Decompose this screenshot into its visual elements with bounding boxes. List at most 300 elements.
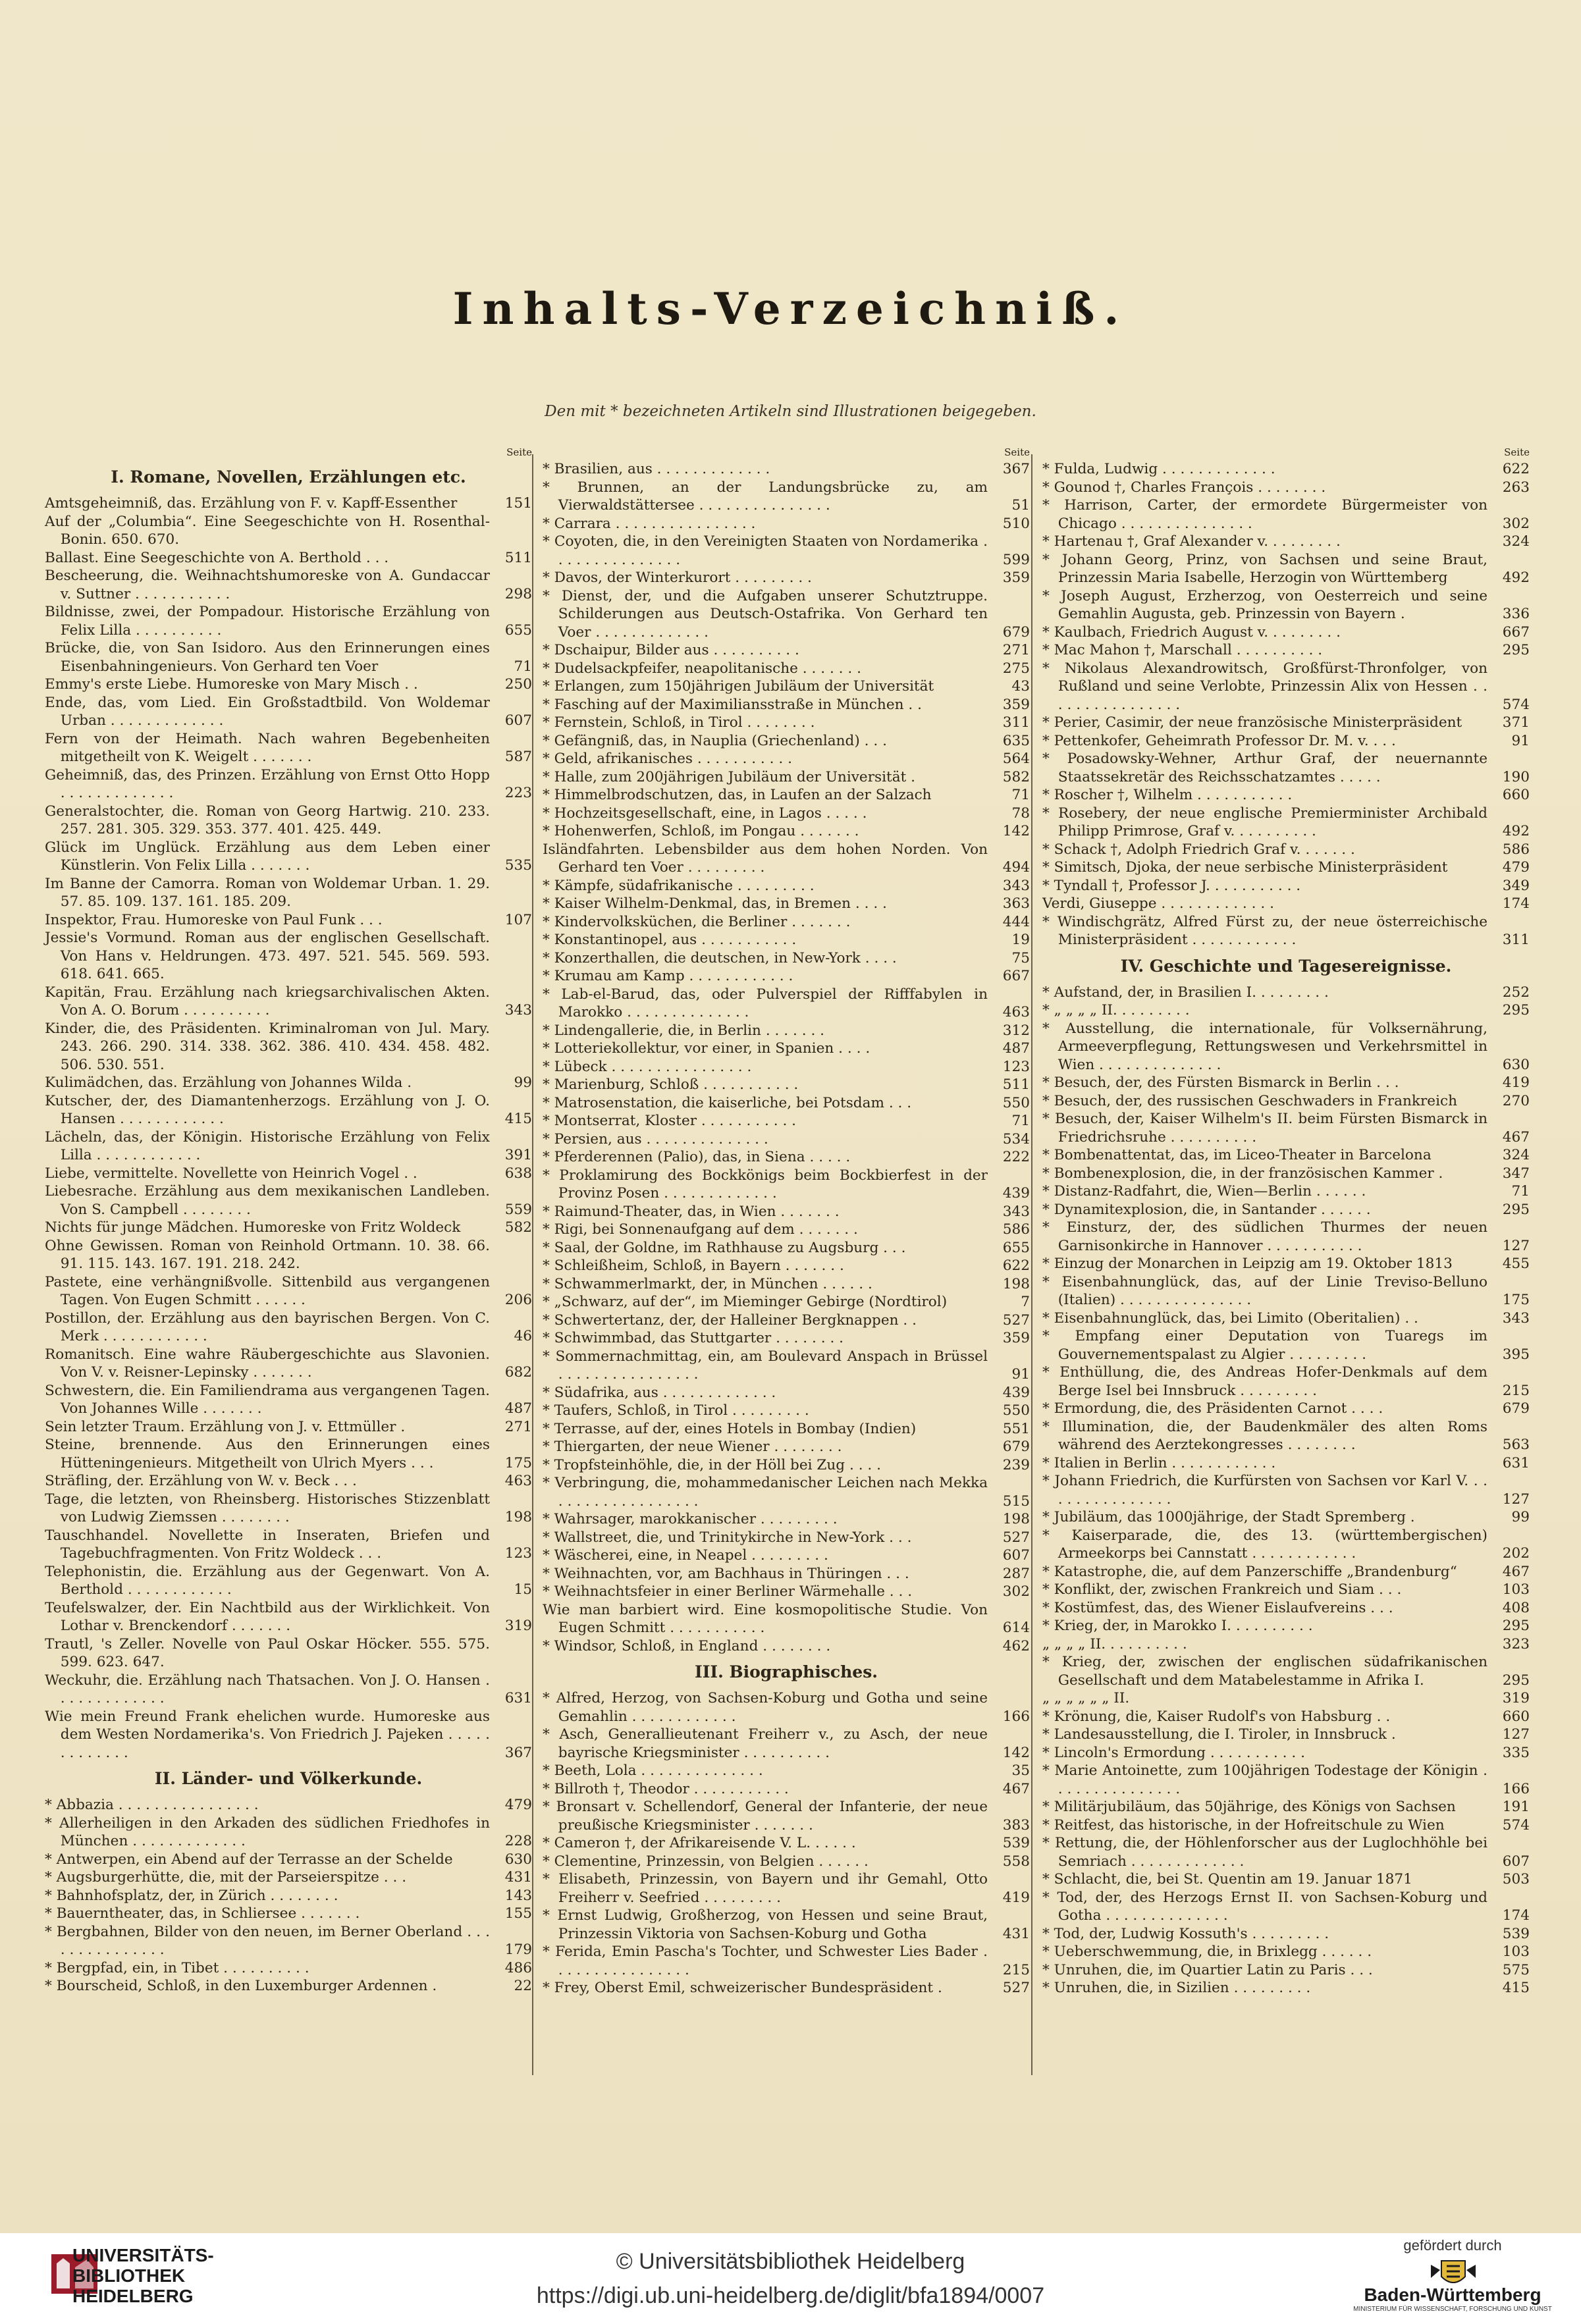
entry-page-number: 228 <box>504 1833 532 1849</box>
entry-title: * Fernstein, Schloß, in Tirol . . . . . . . . <box>543 714 815 731</box>
entry-page-number: 635 <box>1002 732 1030 749</box>
entry-title: * Empfang einer Deputation von Tuaregs im Gouvernementspalast zu Algier . . . . . . . . . <box>1042 1328 1487 1363</box>
entry-title: * Kostümfest, das, des Wiener Eislaufvereins . . . <box>1042 1599 1393 1616</box>
entry-title: * Eisenbahnunglück, das, bei Limito (Oberitalien) . . <box>1042 1309 1418 1327</box>
index-entry <box>543 460 1030 479</box>
entry-page-number: 455 <box>1502 1255 1530 1272</box>
index-entry <box>543 533 1030 569</box>
entry-page-number: 191 <box>1502 1799 1530 1815</box>
entry-title: * Billroth †, Theodor . . . . . . . . . . . <box>543 1780 789 1797</box>
entry-title: * Ernst Ludwig, Großherzog, von Hessen und seine Braut, Prinzessin Viktoria von Sachsen-Koburg und Gotha <box>543 1907 988 1942</box>
entry-page-number: 252 <box>1502 984 1530 1001</box>
index-entry <box>543 1510 1030 1529</box>
permalink[interactable]: https://digi.ub.uni-heidelberg.de/diglit/bfa1894/0007 <box>536 2283 1045 2308</box>
index-entry <box>543 1546 1030 1565</box>
entry-page-number: 467 <box>1502 1563 1530 1580</box>
entry-title: Auf der „Columbia“. Eine Seegeschichte von H. Rosenthal-Bonin. 650. 670. <box>45 513 490 548</box>
entry-page-number: 631 <box>1502 1454 1530 1471</box>
index-entry <box>45 1219 532 1237</box>
entry-title: Trautl, 's Zeller. Novelle von Paul Oskar Höcker. 555. 575. 599. 623. 647. <box>45 1635 490 1670</box>
entry-title: * Lotteriekollektur, vor einer, in Spanien . . . . <box>543 1040 871 1057</box>
index-entry <box>45 1672 532 1708</box>
index-entry <box>543 1637 1030 1656</box>
index-entry <box>543 515 1030 533</box>
entry-page-number: 349 <box>1502 877 1530 894</box>
index-entry <box>543 1257 1030 1275</box>
entry-title: * Einzug der Monarchen in Leipzig am 19. Oktober 1813 <box>1042 1255 1453 1272</box>
index-entry <box>543 677 1030 696</box>
entry-title: * Abbazia . . . . . . . . . . . . . . . . <box>45 1797 259 1813</box>
entry-page-number: 46 <box>514 1328 532 1344</box>
entry-page-number: 35 <box>1011 1762 1030 1779</box>
index-entry <box>543 1979 1030 1997</box>
entry-page-number: 107 <box>504 911 532 928</box>
index-entry <box>45 1851 532 1869</box>
index-entry <box>1042 1834 1530 1870</box>
entry-title: Isländfahrten. Lebensbilder aus dem hohen Norden. Von Gerhard ten Voer . . . . . . . . . <box>543 841 988 876</box>
entry-page-number: 511 <box>504 549 532 566</box>
entry-page-number: 550 <box>1002 1402 1030 1419</box>
entry-title: Kulimädchen, das. Erzählung von Johannes Wilda . <box>45 1074 412 1091</box>
entry-title: * Cameron †, der Afrikareisende V. L. . . . . . <box>543 1835 856 1851</box>
index-column-1 <box>45 444 532 1995</box>
entry-page-number: 51 <box>1011 497 1030 514</box>
entry-page-number: 43 <box>1011 678 1030 695</box>
entry-page-number: 467 <box>1002 1780 1030 1797</box>
entry-title: * Krieg, der, zwischen der englischen südafrikanischen Gesellschaft und dem Matabelestamme in Afrika I. <box>1042 1654 1487 1689</box>
index-entry <box>1042 1092 1530 1111</box>
entry-page-number: 78 <box>1011 805 1030 822</box>
state-crest-icon <box>1427 2258 1480 2290</box>
entry-title: * Gefängniß, das, in Nauplia (Griechenland) . . . <box>543 732 887 749</box>
index-entry <box>1042 858 1530 877</box>
index-entry <box>45 1814 532 1851</box>
entry-title: Kapitän, Frau. Erzählung nach kriegsarchivalischen Akten. Von A. O. Borum . . . . . . . . . . <box>45 984 490 1018</box>
entry-page-number: 660 <box>1502 787 1530 803</box>
entry-page-number: 630 <box>504 1851 532 1868</box>
entry-page-number: 343 <box>1002 1203 1030 1220</box>
index-entry <box>543 1438 1030 1456</box>
index-entry <box>1042 1744 1530 1762</box>
entry-page-number: 198 <box>1002 1275 1030 1292</box>
index-entry <box>45 1182 532 1219</box>
entry-page-number: 343 <box>1002 877 1030 894</box>
entry-title: * Taufers, Schloß, in Tirol . . . . . . . . . <box>543 1402 809 1419</box>
entry-title: * Militärjubiläum, das 50jährige, des Königs von Sachsen <box>1042 1799 1456 1815</box>
index-entry <box>1042 1472 1530 1508</box>
funder-subtitle: MINISTERIUM FÜR WISSENSCHAFT, FORSCHUNG UND KUNST <box>1353 2306 1552 2313</box>
entry-title: * Konflikt, der, zwischen Frankreich und Siam . . . <box>1042 1581 1402 1598</box>
entry-page-number: 607 <box>1502 1853 1530 1870</box>
entry-title: * Erlangen, zum 150jährigen Jubiläum der Universität <box>543 678 934 695</box>
entry-title: * Kämpfe, südafrikanische . . . . . . . . . <box>543 877 815 894</box>
entry-page-number: 174 <box>1502 895 1530 912</box>
entry-title: * Ferida, Emin Pascha's Tochter, und Schwester Lies Bader . . . . . . . . . . . . . . . . <box>543 1943 988 1978</box>
index-entry <box>543 1762 1030 1780</box>
index-entry <box>543 1058 1030 1076</box>
entry-page-number: 462 <box>1002 1637 1030 1654</box>
entry-title: * Schwammerlmarkt, der, in München . . . . . . <box>543 1275 872 1292</box>
entry-page-number: 467 <box>1502 1128 1530 1146</box>
index-entry <box>543 696 1030 714</box>
entry-page-number: 419 <box>1002 1889 1030 1906</box>
entry-page-number: 22 <box>514 1978 532 1994</box>
entry-title: Brücke, die, von San Isidoro. Aus den Erinnerungen eines Eisenbahningenieurs. Von Gerhard ten Voer <box>45 640 490 675</box>
entry-page-number: 7 <box>1021 1294 1030 1310</box>
index-entry <box>1042 984 1530 1002</box>
entry-title: * Dudelsackpfeifer, neapolitanische . . . . . . . <box>543 660 861 677</box>
entry-title: * Montserrat, Kloster . . . . . . . . . . . <box>543 1113 797 1129</box>
index-entry <box>45 1472 532 1491</box>
entry-title: * Krönung, die, Kaiser Rudolf's von Habsburg . . <box>1042 1708 1391 1725</box>
entry-title: Bescheerung, die. Weihnachtshumoreske von A. Gundaccar v. Suttner . . . . . . . . . . . <box>45 568 490 602</box>
index-entry <box>543 587 1030 642</box>
index-entry <box>1042 1363 1530 1400</box>
entry-page-number: 439 <box>1002 1384 1030 1401</box>
index-entry <box>45 984 532 1020</box>
index-entry <box>543 841 1030 877</box>
entry-page-number: 223 <box>504 785 532 801</box>
entry-title: * Rigi, bei Sonnenaufgang auf dem . . . . . . . <box>543 1221 858 1238</box>
index-entry <box>1042 714 1530 732</box>
index-entry <box>1042 1617 1530 1635</box>
entry-title: Nichts für junge Mädchen. Humoreske von Fritz Woldeck <box>45 1219 461 1236</box>
entry-page-number: 527 <box>1002 1311 1030 1329</box>
index-entry <box>543 1943 1030 1979</box>
index-entry <box>45 1905 532 1923</box>
entry-page-number: 415 <box>504 1111 532 1127</box>
entry-title: * Besuch, der, Kaiser Wilhelm's II. beim Fürsten Bismarck in Friedrichsruhe . . . . . . . . . . <box>1042 1111 1487 1146</box>
entry-title: Ballast. Eine Seegeschichte von A. Berthold . . . <box>45 549 389 566</box>
entry-page-number: 127 <box>1502 1726 1530 1743</box>
index-entry <box>543 1529 1030 1547</box>
entry-title: Tauschhandel. Novellette in Inseraten, Briefen und Tagebuchfragmenten. Von Fritz Woldeck . . . <box>45 1527 490 1562</box>
entry-title: * Italien in Berlin . . . . . . . . . . . . <box>1042 1454 1276 1471</box>
index-entry <box>543 877 1030 895</box>
entry-title: * Unruhen, die, in Sizilien . . . . . . . . . <box>1042 1980 1311 1996</box>
entry-title: * Dschaipur, Bilder aus . . . . . . . . . . <box>543 642 799 658</box>
entry-page-number: 324 <box>1502 1147 1530 1163</box>
index-entry <box>543 1239 1030 1257</box>
index-entry <box>543 1907 1030 1943</box>
entry-title: Amtsgeheimniß, das. Erzählung von F. v. Kapff-Essenther <box>45 495 458 512</box>
index-entry <box>45 1418 532 1437</box>
entry-page-number: 679 <box>1002 1439 1030 1455</box>
entry-page-number: 558 <box>1002 1853 1030 1870</box>
entry-page-number: 295 <box>1502 1672 1530 1689</box>
index-entry <box>45 1868 532 1887</box>
entry-page-number: 539 <box>1502 1925 1530 1942</box>
entry-title: * Halle, zum 200jährigen Jubiläum der Universität . <box>543 768 915 785</box>
index-entry <box>45 1527 532 1563</box>
entry-title: * Marie Antoinette, zum 100jährigen Todestage der Königin . . . . . . . . . . . . . . . <box>1042 1762 1487 1797</box>
entry-title: * Reitfest, das historische, in der Hofreitschule zu Wien <box>1042 1816 1445 1834</box>
index-entry <box>1042 551 1530 587</box>
entry-title: * Bombenattentat, das, im Liceo-Theater in Barcelona <box>1042 1147 1432 1163</box>
entry-title: Ohne Gewissen. Roman von Reinhold Ortmann. 10. 38. 66. 91. 115. 143. 167. 191. 218. 242. <box>45 1237 490 1272</box>
entry-title: Glück im Unglück. Erzählung aus dem Leben einer Künstlerin. Von Felix Lilla . . . . . . . <box>45 839 490 874</box>
entry-page-number: 582 <box>1002 768 1030 785</box>
entry-page-number: 563 <box>1502 1437 1530 1453</box>
index-entry <box>543 822 1030 841</box>
entry-page-number: 302 <box>1502 515 1530 532</box>
entry-title: * Bombenexplosion, die, in der französischen Kammer . <box>1042 1165 1443 1182</box>
entry-title: * Windischgrätz, Alfred Fürst zu, der neue österreichische Ministerpräsident . . . . . . . . . . . . <box>1042 913 1487 948</box>
entry-title: * Bronsart v. Schellendorf, General der Infanterie, der neue preußische Kriegsminister . . . . . . . <box>543 1799 988 1834</box>
index-column-2 <box>543 444 1030 1997</box>
index-entry <box>1042 1581 1530 1599</box>
entry-page-number: 335 <box>1502 1744 1530 1761</box>
index-entry <box>543 1402 1030 1420</box>
index-entry <box>543 1130 1030 1149</box>
entry-title: * Verbringung, die, mohammedanischer Leichen nach Mekka . . . . . . . . . . . . . . . . <box>543 1475 988 1510</box>
entry-title: * Clementine, Prinzessin, von Belgien . . . . . . <box>543 1853 869 1870</box>
index-entry <box>1042 1961 1530 1980</box>
index-entry <box>543 732 1030 751</box>
entry-title: * Dienst, der, und die Aufgaben unserer Schutztruppe. Schilderungen aus Deutsch-Ostafrika. Von Gerhard ten Voer . . . . . . . . . . . . . <box>543 587 988 641</box>
entry-title: * Enthüllung, die, des Andreas Hofer-Denkmals auf dem Berge Isel bei Innsbruck . . . . . . . . . <box>1042 1364 1487 1399</box>
entry-page-number: 295 <box>1502 1618 1530 1634</box>
index-entry <box>543 1040 1030 1058</box>
index-entry <box>543 1601 1030 1637</box>
entry-title: Fern von der Heimath. Nach wahren Begebenheiten mitgetheilt von K. Weigelt . . . . . . . <box>45 730 490 765</box>
entry-page-number: 319 <box>1502 1690 1530 1706</box>
entry-page-number: 71 <box>1011 787 1030 803</box>
index-entry <box>1042 895 1530 913</box>
index-entry <box>1042 460 1530 479</box>
entry-title: * Kaiserparade, die, des 13. (württembergischen) Armeekorps bei Cannstatt . . . . . . . . . . . . <box>1042 1527 1487 1562</box>
index-entry <box>1042 1165 1530 1183</box>
index-entry <box>1042 1762 1530 1798</box>
entry-page-number: 215 <box>1002 1961 1030 1978</box>
entry-title: * Perier, Casimir, der neue französische Ministerpräsident <box>1042 714 1462 731</box>
index-entry <box>543 1293 1030 1311</box>
index-entry <box>543 1834 1030 1853</box>
entry-title: „ „ „ „ „ „ II. <box>1042 1690 1130 1706</box>
entry-page-number: 607 <box>1002 1547 1030 1564</box>
entry-page-number: 575 <box>1502 1961 1530 1978</box>
entry-title: Lächeln, das, der Königin. Historische Erzählung von Felix Lilla . . . . . . . . . . . . <box>45 1128 490 1163</box>
entry-page-number: 323 <box>1502 1635 1530 1652</box>
entry-title: Postillon, der. Erzählung aus den bayrischen Bergen. Von C. Merk . . . . . . . . . . . . <box>45 1309 490 1344</box>
entry-page-number: 166 <box>1002 1708 1030 1725</box>
entry-page-number: 91 <box>1011 1366 1030 1383</box>
index-entry <box>45 1708 532 1762</box>
entry-page-number: 202 <box>1502 1545 1530 1562</box>
entry-title: * Lab-el-Barud, das, oder Pulverspiel der Rifffabylen in Marokko . . . . . . . . . . . . . . <box>543 986 988 1020</box>
entry-title: * Beeth, Lola . . . . . . . . . . . . . . <box>543 1762 763 1779</box>
footer-bar <box>0 2233 1581 2324</box>
index-entry <box>45 1346 532 1382</box>
entry-page-number: 439 <box>1002 1185 1030 1202</box>
entry-title: * Landesausstellung, die I. Tiroler, in Innsbruck . <box>1042 1726 1396 1743</box>
entry-page-number: 431 <box>1002 1925 1030 1942</box>
index-entry <box>45 803 532 839</box>
entry-page-number: 75 <box>1011 949 1030 966</box>
entry-title: * Katastrophe, die, auf dem Panzerschiffe „Brandenburg“ <box>1042 1563 1457 1580</box>
entry-title: Geheimniß, das, des Prinzen. Erzählung von Ernst Otto Hopp . . . . . . . . . . . . . <box>45 766 490 801</box>
entry-page-number: 343 <box>504 1002 532 1018</box>
entry-title: Im Banne der Camorra. Roman von Woldemar Urban. 1. 29. 57. 85. 109. 137. 161. 185. 209. <box>45 875 490 910</box>
index-entry <box>45 1599 532 1635</box>
entry-title: * Schack †, Adolph Friedrich Graf v. . . . . . . <box>1042 841 1355 858</box>
entry-title: * Bourscheid, Schloß, in den Luxemburger Ardennen . <box>45 1978 437 1994</box>
entry-page-number: 127 <box>1502 1491 1530 1508</box>
index-entry <box>1042 587 1530 623</box>
index-entry <box>1042 1454 1530 1473</box>
section-heading: III. Biographisches. <box>695 1662 878 1681</box>
index-entry <box>1042 1508 1530 1527</box>
entry-title: Emmy's erste Liebe. Humoreske von Mary Misch . . <box>45 676 418 693</box>
entry-page-number: 287 <box>1002 1565 1030 1582</box>
index-entry <box>543 986 1030 1022</box>
index-entry <box>543 1203 1030 1221</box>
page-title: Inhalts-Verzeichniß. <box>452 283 1129 334</box>
index-entry <box>1042 1527 1530 1563</box>
entry-title: Sträfling, der. Erzählung von W. v. Beck . . . <box>45 1473 357 1489</box>
index-entry <box>1042 1273 1530 1309</box>
index-entry <box>543 1076 1030 1094</box>
index-column-3 <box>1042 444 1530 1997</box>
index-entry <box>45 1237 532 1273</box>
index-entry <box>45 1382 532 1418</box>
entry-title: * Dynamitexplosion, die, in Santander . . . . . . <box>1042 1201 1371 1218</box>
index-entry <box>1042 786 1530 805</box>
entry-page-number: 539 <box>1002 1835 1030 1851</box>
index-entry <box>45 694 532 730</box>
index-entry <box>543 1167 1030 1203</box>
index-entry <box>543 1565 1030 1583</box>
entry-title: * Windsor, Schloß, in England . . . . . . . . <box>543 1637 831 1654</box>
entry-title: * Aufstand, der, in Brasilien I. . . . . . . . . <box>1042 984 1329 1001</box>
index-entry <box>45 1959 532 1978</box>
entry-page-number: 487 <box>1002 1040 1030 1057</box>
entry-title: Generalstochter, die. Roman von Georg Hartwig. 210. 233. 257. 281. 305. 329. 353. 377. 401. 425. 449. <box>45 803 490 837</box>
index-entry <box>1042 1925 1530 1943</box>
entry-page-number: 444 <box>1002 913 1030 930</box>
index-entry <box>1042 623 1530 642</box>
index-entry <box>45 1128 532 1165</box>
index-entry <box>543 786 1030 805</box>
index-entry <box>45 1977 532 1995</box>
entry-title: * Persien, aus . . . . . . . . . . . . . . <box>543 1130 768 1148</box>
entry-page-number: 363 <box>1002 895 1030 912</box>
entry-page-number: 431 <box>504 1869 532 1886</box>
entry-page-number: 655 <box>1002 1239 1030 1256</box>
entry-page-number: 667 <box>1002 968 1030 984</box>
entry-page-number: 551 <box>1002 1420 1030 1437</box>
entry-page-number: 275 <box>1002 660 1030 677</box>
index-entry <box>45 1887 532 1905</box>
entry-page-number: 614 <box>1002 1620 1030 1636</box>
entry-title: Kutscher, der, des Diamantenherzogs. Erzählung von J. O. Hansen . . . . . . . . . . . . <box>45 1092 490 1127</box>
entry-title: Weckuhr, die. Erzählung nach Thatsachen. Von J. O. Hansen . . . . . . . . . . . . . <box>45 1672 490 1706</box>
index-entry <box>1042 1201 1530 1219</box>
entry-page-number: 622 <box>1002 1257 1030 1274</box>
index-entry <box>45 603 532 639</box>
index-entry <box>45 1165 532 1183</box>
index-entry <box>45 1923 532 1959</box>
entry-title: * Terrasse, auf der, eines Hotels in Bombay (Indien) <box>543 1420 917 1437</box>
entry-page-number: 142 <box>1002 1744 1030 1761</box>
entry-page-number: 91 <box>1511 732 1530 749</box>
entry-title: * Allerheiligen in den Arkaden des südlichen Friedhofes in München . . . . . . . . . . . . . <box>45 1814 490 1849</box>
entry-title: Jessie's Vormund. Roman aus der englischen Gesellschaft. Von Hans v. Heldrungen. 473. 497. 521. 545. 569. 593. 618. 641. 665. <box>45 930 490 982</box>
entry-title: * Proklamirung des Bockkönigs beim Bockbierfest in der Provinz Posen . . . . . . . . . . . . . <box>543 1167 988 1202</box>
index-entry <box>45 1074 532 1092</box>
entry-title: * Marienburg, Schloß . . . . . . . . . . . <box>543 1076 799 1093</box>
index-entry <box>45 549 532 568</box>
index-entry <box>543 949 1030 968</box>
index-entry <box>45 675 532 694</box>
entry-page-number: 336 <box>1502 606 1530 622</box>
entry-title: * Thiergarten, der neue Wiener . . . . . . . . <box>543 1439 842 1455</box>
index-entry <box>1042 732 1530 751</box>
entry-page-number: 655 <box>504 621 532 639</box>
entry-page-number: 371 <box>1502 714 1530 731</box>
entry-page-number: 487 <box>504 1400 532 1417</box>
index-entry <box>543 1689 1030 1726</box>
index-entry <box>1042 1020 1530 1074</box>
entry-page-number: 559 <box>504 1201 532 1218</box>
index-entry <box>45 766 532 803</box>
index-entry <box>45 1436 532 1472</box>
entry-title: * Weihnachtsfeier in einer Berliner Wärmehalle . . . <box>543 1583 913 1600</box>
entry-page-number: 408 <box>1502 1599 1530 1616</box>
entry-page-number: 492 <box>1502 823 1530 839</box>
index-entry <box>1042 1798 1530 1816</box>
entry-title: Verdi, Giuseppe . . . . . . . . . . . . . <box>1042 895 1274 912</box>
entry-title: Schwestern, die. Ein Familiendrama aus vergangenen Tagen. Von Johannes Wille . . . . . . . <box>45 1382 490 1417</box>
entry-title: * Raimund-Theater, das, in Wien . . . . . . . <box>543 1203 840 1220</box>
entry-title: * Südafrika, aus . . . . . . . . . . . . . <box>543 1384 776 1401</box>
entry-page-number: 527 <box>1002 1980 1030 1996</box>
index-entry <box>45 567 532 603</box>
index-entry <box>1042 1001 1530 1020</box>
index-entry <box>543 714 1030 732</box>
index-entry <box>45 1273 532 1309</box>
entry-title: * Besuch, der, des russischen Geschwaders in Frankreich <box>1042 1092 1457 1109</box>
entry-page-number: 270 <box>1502 1092 1530 1109</box>
entry-page-number: 127 <box>1502 1237 1530 1254</box>
entry-page-number: 492 <box>1502 569 1530 586</box>
entry-title: * Johann Friedrich, die Kurfürsten von Sachsen vor Karl V. . . . . . . . . . . . . . . . <box>1042 1473 1487 1508</box>
entry-page-number: 151 <box>504 495 532 512</box>
entry-title: * Saal, der Goldne, im Rathhause zu Augsburg . . . <box>543 1239 906 1256</box>
entry-title: * Davos, der Winterkurort . . . . . . . . . <box>543 569 812 586</box>
index-entry <box>1042 805 1530 841</box>
column-divider <box>1031 454 1032 2075</box>
index-entry <box>1042 496 1530 533</box>
section-heading: I. Romane, Novellen, Erzählungen etc. <box>111 467 466 487</box>
entry-page-number: 511 <box>1002 1076 1030 1093</box>
entry-page-number: 586 <box>1002 1221 1030 1238</box>
entry-title: * Krieg, der, in Marokko I. . . . . . . . . . <box>1042 1618 1313 1634</box>
entry-page-number: 311 <box>1502 932 1530 948</box>
index-entry <box>1042 1219 1530 1255</box>
library-name-line: UNIVERSITÄTS- <box>72 2245 214 2265</box>
entry-page-number: 682 <box>504 1364 532 1381</box>
entry-title: Sein letzter Traum. Erzählung von J. v. Ettmüller . <box>45 1418 406 1435</box>
index-entry <box>1042 877 1530 895</box>
entry-title: * Distanz-Radfahrt, die, Wien—Berlin . . . . . . <box>1042 1183 1366 1200</box>
entry-title: * Rosebery, der neue englische Premierminister Archibald Philipp Primrose, Graf v. . . . . . . . . . <box>1042 805 1487 839</box>
entry-title: * Hochzeitsgesellschaft, eine, in Lagos . . . . . <box>543 805 867 822</box>
entry-title: * Elisabeth, Prinzessin, von Bayern und ihr Gemahl, Otto Freiherr v. Seefried . . . . . . . . . <box>543 1871 988 1906</box>
entry-title: * Bauerntheater, das, in Schliersee . . . . . . . <box>45 1905 360 1922</box>
index-entry <box>543 1384 1030 1402</box>
entry-title: * Unruhen, die, im Quartier Latin zu Paris . . . <box>1042 1961 1373 1978</box>
